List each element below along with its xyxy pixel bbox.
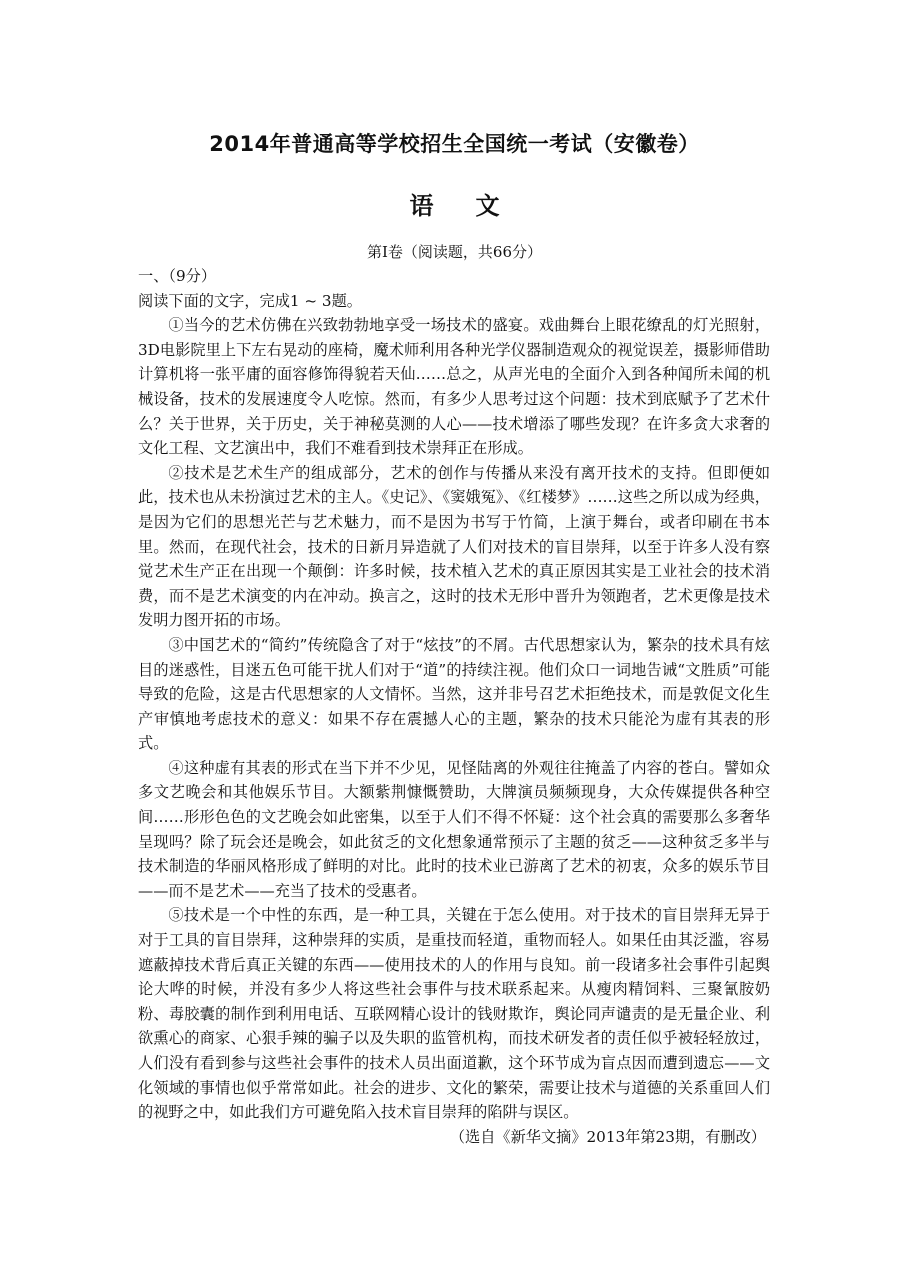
- passage-paragraph-1: ①当今的艺术仿佛在兴致勃勃地享受一场技术的盛宴。戏曲舞台上眼花缭乱的灯光照射，3D电影院里上下左右晃动的座椅，魔术师利用各种光学仪器制造观众的视觉误差，摄影师借助计算机将一张平庸的面容修饰得貌若天仙……总之，从声光电的全面介入到各种闻所未闻的机械设备，技术的发展速度令人吃惊。然而，有多少人思考过这个问题：技术到底赋予了艺术什么？关于世界，关于历史，关于神秘莫测的人心——技术增添了哪些发现？在许多贪大求奢的文化工程、文艺演出中，我们不难看到技术崇拜正在形成。: [138, 316, 770, 458]
- volume-heading: 第Ⅰ卷（阅读题，共66分）: [366, 243, 542, 261]
- passage-paragraph-3: ③中国艺术的“简约”传统隐含了对于“炫技”的不屑。古代思想家认为，繁杂的技术具有炫目的迷惑性，目迷五色可能干扰人们对于“道”的持续注视。他们众口一词地告诫“文胜质”可能导致的危险，这是古代思想家的人文情怀。当然，这并非号召艺术拒绝技术，而是敦促文化生产审慎地考虑技术的意义：如果不存在震撼人心的主题，繁杂的技术只能沦为虚有其表的形式。: [138, 635, 770, 753]
- passage-paragraph-4: ④这种虚有其表的形式在当下并不少见，见怪陆离的外观往往掩盖了内容的苍白。譬如众多文艺晚会和其他娱乐节目。大额紫荆慷慨赞助，大牌演员频频现身，大众传媒提供各种空间……形形色色的文艺晚会如此密集，以至于人们不得不怀疑：这个社会真的需要那么多奢华呈现吗？除了玩会还是晚会，如此贫乏的文化想象通常预示了主题的贫乏——这种贫乏多半与技术制造的华丽风格形成了鲜明的对比。此时的技术业已游离了艺术的初衷，众多的娱乐节目——而不是艺术——充当了技术的受惠者。: [138, 758, 770, 900]
- section-instruction: 阅读下面的文字，完成1 ~ 3题。: [138, 291, 362, 310]
- exam-title: 2014年普通高等学校招生全国统一考试（安徽卷）: [209, 132, 700, 156]
- reading-section: [138, 264, 770, 1149]
- passage-paragraph-2: ②技术是艺术生产的组成部分，艺术的创作与传播从来没有离开技术的支持。但即便如此，技术也从未扮演过艺术的主人。《史记》、《窦娥冤》、《红楼梦》……这些之所以成为经典，是因为它们的思想光芒与艺术魅力，而不是因为书写于竹简，上演于舞台，或者印刷在书本里。然而，在现代社会，技术的日新月异造就了人们对技术的盲目崇拜，以至于许多人没有察觉艺术生产正在出现一个颠倒：许多时候，技术植入艺术的真正原因其实是工业社会的技术消费，而不是艺术演变的内在冲动。换言之，这时的技术无形中晋升为领跑者，艺术更像是技术发明力图开拓的市场。: [138, 463, 770, 630]
- source-citation: （选自《新华文摘》2013年第23期，有删改）: [449, 1127, 766, 1146]
- passage-paragraph-5: ⑤技术是一个中性的东西，是一种工具，关键在于怎么使用。对于技术的盲目崇拜无异于对于工具的盲目崇拜，这种崇拜的实质，是重技而轻道，重物而轻人。如果任由其泛滥，容易遮蔽掉技术背后真正关键的东西——使用技术的人的作用与良知。前一段诸多社会事件引起舆论大哗的时候，并没有多少人将这些社会事件与技术联系起来。从瘦肉精饲料、三聚氰胺奶粉、毒胶囊的制作到利用电话、互联网精心设计的钱财欺诈，舆论同声谴责的是无量企业、利欲熏心的商家、心狠手辣的骗子以及失职的监管机构，而技术研发者的责任似乎被轻轻放过，人们没有看到参与这些社会事件的技术人员出面道歉，这个环节成为盲点因而遭到遗忘——文化领域的事情也似乎常常如此。社会的进步、文化的繁荣，需要让技术与道德的关系重回人们的视野之中，如此我们方可避免陷入技术盲目崇拜的陷阱与误区。: [138, 906, 770, 1122]
- section-heading: 一、（9分）: [138, 267, 217, 285]
- subject-title: 语文: [409, 192, 542, 220]
